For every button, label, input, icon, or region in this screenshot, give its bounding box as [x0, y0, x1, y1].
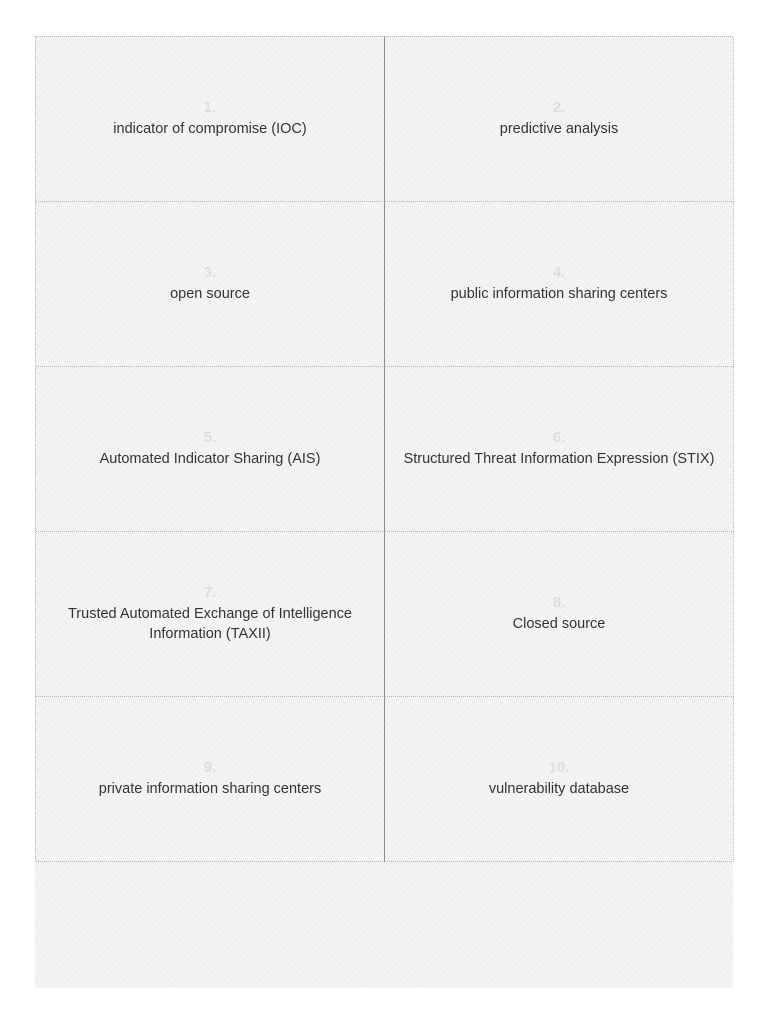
card-term: Closed source	[512, 616, 606, 632]
flashcard[interactable]	[36, 697, 385, 862]
flashcard[interactable]	[385, 532, 734, 697]
card-term: Structured Threat Information Expression (STIX)	[403, 451, 715, 467]
card-term: open source	[170, 286, 250, 302]
card-number: 3.	[203, 264, 217, 281]
flashcard[interactable]	[36, 37, 385, 202]
card-number: 1.	[203, 99, 217, 116]
card-number: 2.	[552, 99, 566, 116]
card-number: 6.	[552, 429, 566, 446]
card-term: indicator of compromise (IOC)	[113, 121, 307, 137]
card-number: 9.	[203, 759, 217, 776]
flashcard-sheet	[35, 36, 733, 988]
card-term: Automated Indicator Sharing (AIS)	[99, 451, 321, 467]
card-number: 7.	[203, 584, 217, 601]
card-term: private information sharing centers	[98, 781, 322, 797]
card-number: 10.	[548, 759, 570, 776]
card-term: predictive analysis	[499, 121, 619, 137]
card-term: Trusted Automated Exchange of Intelligence Information (TAXII)	[67, 606, 352, 642]
flashcard[interactable]	[385, 697, 734, 862]
card-number: 4.	[552, 264, 566, 281]
card-term: vulnerability database	[488, 781, 630, 797]
card-term: public information sharing centers	[450, 286, 668, 302]
flashcard[interactable]	[385, 202, 734, 367]
flashcard[interactable]	[36, 202, 385, 367]
card-number: 8.	[552, 594, 566, 611]
flashcard[interactable]	[36, 367, 385, 532]
card-number: 5.	[203, 429, 217, 446]
flashcard[interactable]	[385, 367, 734, 532]
flashcard-grid	[35, 36, 733, 861]
flashcard[interactable]	[36, 532, 385, 697]
flashcard[interactable]	[385, 37, 734, 202]
